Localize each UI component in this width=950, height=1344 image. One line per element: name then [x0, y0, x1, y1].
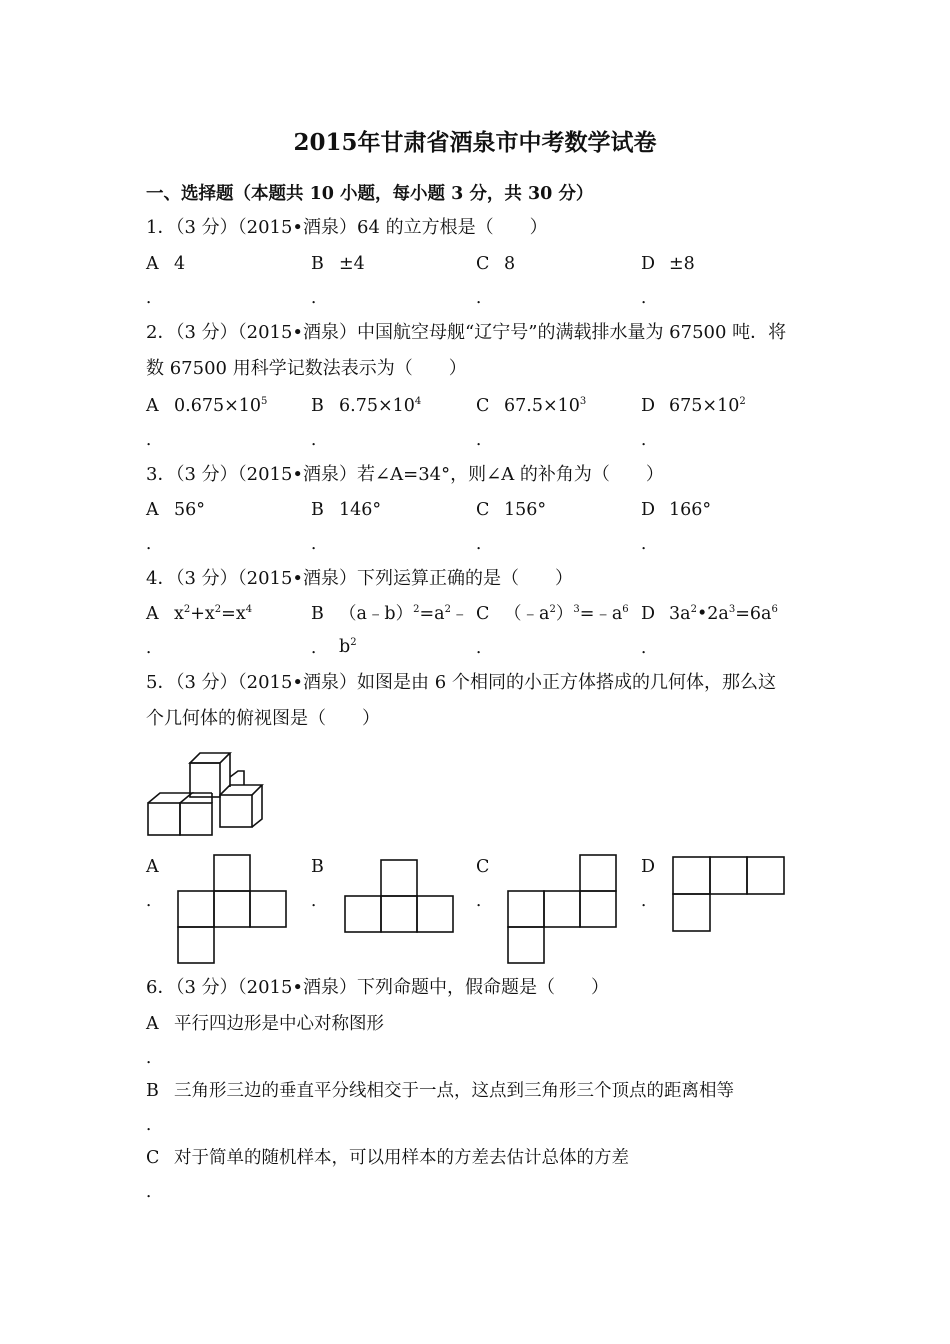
q3-option-a: A 56°	[146, 500, 206, 520]
q2-option-d: D $675\times 10^2$	[641, 396, 746, 416]
q3-option-b: B 146°	[311, 500, 382, 520]
question-4-stem: 4．（3 分）（2015•酒泉）下列运算正确的是（ ）	[146, 568, 574, 589]
q1-option-c: C 8	[476, 254, 516, 274]
page-title: 2015年甘肃省酒泉市中考数学试卷	[293, 129, 657, 156]
q2-option-b: B $6.75\times 10^4$	[311, 396, 422, 416]
q1-option-b: B ±4	[311, 254, 365, 274]
q4-option-b-continuation: $b^2$	[339, 637, 357, 657]
dot-marker: ．	[146, 430, 163, 450]
dot-marker: ．	[641, 288, 658, 308]
top-view-option-d	[671, 855, 789, 933]
q6-option-c: C 对于简单的随机样本，可以用样本的方差去估计总体的方差	[146, 1148, 629, 1168]
dot-marker: ．	[146, 1115, 163, 1135]
dot-marker: ．	[476, 430, 493, 450]
question-6-stem: 6．（3 分）（2015•酒泉）下列命题中，假命题是（ ）	[146, 977, 610, 998]
section-heading: 一、选择题（本题共 10 小题，每小题 3 分，共 30 分）	[146, 184, 594, 204]
dot-marker: ．	[146, 1182, 163, 1202]
top-view-option-c	[506, 853, 620, 965]
q4-option-d: D $3a^2•2a^3=6a^6$	[641, 604, 778, 624]
q5-option-c-letter: C	[476, 857, 490, 877]
dot-marker: ．	[146, 891, 163, 911]
question-1-stem: 1．（3 分）（2015•酒泉）64 的立方根是（ ）	[146, 217, 548, 238]
question-2-stem-line2: 数 67500 用科学记数法表示为（ ）	[146, 358, 467, 379]
dot-marker: ．	[476, 288, 493, 308]
dot-marker: ．	[146, 638, 163, 658]
dot-marker: ．	[311, 534, 328, 554]
question-5-stem-line1: 5．（3 分）（2015•酒泉）如图是由 6 个相同的小正方体搭成的几何体，那么这	[146, 672, 776, 693]
dot-marker: ．	[641, 430, 658, 450]
dot-marker: ．	[641, 534, 658, 554]
dot-marker: ．	[311, 430, 328, 450]
q3-option-c: C 156°	[476, 500, 547, 520]
dot-marker: ．	[146, 288, 163, 308]
cube-stack-figure	[144, 747, 268, 839]
top-view-option-b	[343, 858, 457, 934]
question-3-stem: 3．（3 分）（2015•酒泉）若∠A=34°，则∠A 的补角为（ ）	[146, 464, 664, 485]
dot-marker: ．	[641, 891, 658, 911]
dot-marker: ．	[641, 638, 658, 658]
q1-option-d: D ±8	[641, 254, 695, 274]
question-5-stem-line2: 个几何体的俯视图是（ ）	[146, 708, 380, 729]
dot-marker: ．	[311, 638, 328, 658]
dot-marker: ．	[311, 891, 328, 911]
dot-marker: ．	[146, 534, 163, 554]
q6-option-b: B 三角形三边的垂直平分线相交于一点，这点到三角形三个顶点的距离相等	[146, 1081, 734, 1101]
q4-option-c: C $(﹣a^2)^3=﹣a^6$	[476, 604, 629, 624]
dot-marker: ．	[476, 534, 493, 554]
dot-marker: ．	[476, 891, 493, 911]
dot-marker: ．	[476, 638, 493, 658]
q5-option-a-letter: A	[146, 857, 159, 877]
q5-option-d-letter: D	[641, 857, 656, 877]
q6-option-a: A 平行四边形是中心对称图形	[146, 1014, 384, 1034]
q2-option-a: A $0.675\times 10^5$	[146, 396, 268, 416]
q3-option-d: D 166°	[641, 500, 712, 520]
q2-option-c: C $67.5\times 10^3$	[476, 396, 587, 416]
q4-option-a: A $x^2+x^2=x^4$	[146, 604, 253, 624]
dot-marker: ．	[146, 1048, 163, 1068]
dot-marker: ．	[311, 288, 328, 308]
top-view-option-a	[176, 853, 290, 965]
q5-option-b-letter: B	[311, 857, 324, 877]
q4-option-b: B $(a﹣b)^2=a^2﹣$	[311, 604, 469, 624]
question-2-stem-line1: 2．（3 分）（2015•酒泉）中国航空母舰“辽宁号”的满载排水量为 67500 吨．将	[146, 322, 787, 343]
q1-option-a: A 4	[146, 254, 186, 274]
